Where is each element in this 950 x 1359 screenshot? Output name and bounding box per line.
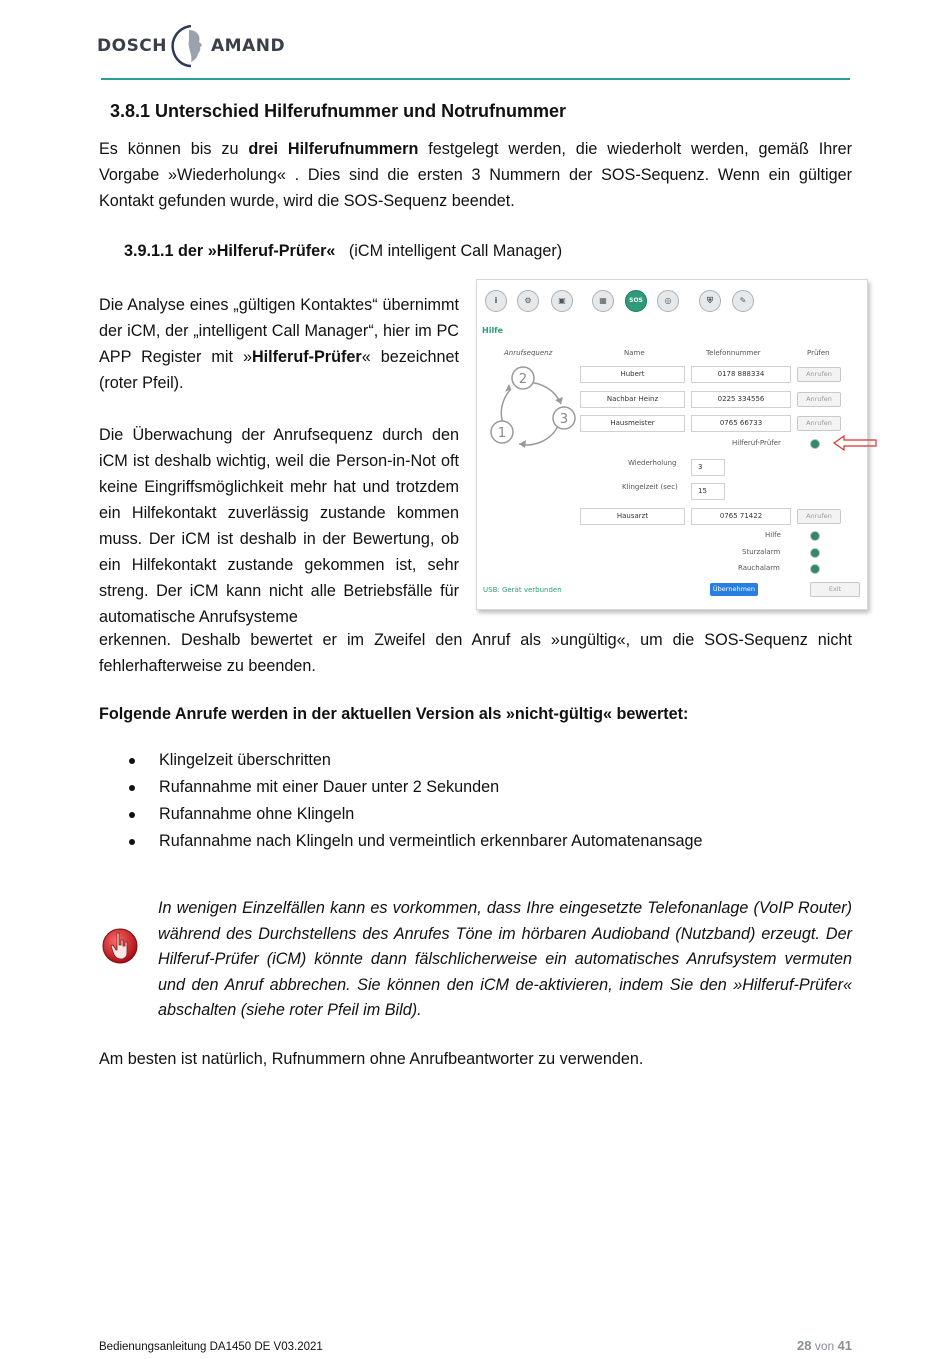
hint-note: In wenigen Einzelfällen kann es vorkommen, dass Ihre eingesetzte Telefonanlage (VoIP Router) während des Durchstellens des Anrufes Töne im hörbaren Audioband (Nutzband) erzeugt. Der Hilferuf-Prüfer (iCM) könnte dann fälschlicherweise ein automatisches Anrufsystem vermuten und den Anruf abbrechen. Sie können den iCM de-aktivieren, indem Sie den »Hilferuf-Prüfer« abschalten (siehe roter Pfeil im Bild).: [158, 899, 852, 1019]
tab-device-icon: ▣: [551, 290, 573, 312]
repeat-value: 3: [691, 459, 725, 476]
list-item: Rufannahme ohne Klingeln: [99, 801, 703, 828]
closing-sentence: Am besten ist natürlich, Rufnummern ohne Anrufbeantworter zu verwenden.: [99, 1050, 644, 1068]
tab-edit-icon: ✎: [732, 290, 754, 312]
subsection-heading: [124, 242, 562, 261]
usb-status: USB: Gerät verbunden: [483, 586, 562, 594]
exit-button: Exit: [810, 582, 860, 597]
page-number: [797, 1338, 852, 1353]
header-rule: [101, 78, 850, 80]
tab-settings-icon: ⚙: [517, 290, 539, 312]
step-1-label: 1: [497, 426, 507, 441]
analysis-text-post: « bezeichnet (roter Pfeil).: [99, 348, 459, 392]
contact-3-name: Hausmeister: [580, 415, 685, 432]
warning-hand-icon: [100, 925, 140, 965]
analysis-text-bold: Hilferuf-Prüfer: [251, 348, 362, 366]
contact-2-phone: 0225 334556: [691, 391, 791, 408]
step-2-label: 2: [518, 372, 528, 387]
sequence-cycle-diagram: [489, 364, 579, 454]
invalid-call-list: [99, 747, 703, 855]
contact-1-phone: 0178 888334: [691, 366, 791, 383]
doctor-call-button: Anrufen: [797, 509, 841, 524]
checker-label: Hilferuf-Prüfer: [732, 439, 781, 447]
contact-2-name: Nachbar Heinz: [580, 391, 685, 408]
page-total: 41: [837, 1338, 852, 1353]
logo-text-right: AMAND: [211, 36, 286, 56]
tab-shield-icon: ⛨: [699, 290, 721, 312]
logo-text-left: DOSCH: [97, 36, 168, 56]
contact-1-call-button: Anrufen: [797, 367, 841, 382]
tab-sos-icon: SOS: [625, 290, 647, 312]
list-heading: Folgende Anrufe werden in der aktuellen Version als »nicht-gültig« bewertet:: [99, 705, 689, 723]
page-current: 28: [797, 1338, 812, 1353]
analysis-text-pre: Die Analyse eines „gültigen Kontaktes“ übernimmt der iCM, der „intelligent Call Manager“, hier im PC APP Register mit »: [99, 296, 459, 366]
contact-1-name: Hubert: [580, 366, 685, 383]
ring-value: 15: [691, 483, 725, 500]
alarm-smoke-label: Rauchalarm: [738, 564, 780, 572]
company-logo: [97, 24, 285, 68]
panel-title: Hilfe: [482, 326, 504, 335]
continuation-paragraph: erkennen. Deshalb bewertet er im Zweifel den Anruf als »ungültig«, um die SOS-Sequenz nicht fehlerhafterweise zu beenden.: [99, 631, 852, 675]
footer-doc-title: Bedienungsanleitung DA1450 DE V03.2021: [99, 1341, 323, 1353]
list-item: Klingelzeit überschritten: [99, 747, 703, 774]
alarm-help-label: Hilfe: [765, 531, 781, 539]
app-screenshot: [476, 279, 868, 610]
tab-info-icon: i: [485, 290, 507, 312]
intro-paragraph: [99, 136, 852, 214]
col-phone: Telefonnummer: [706, 349, 761, 357]
step-3-label: 3: [559, 412, 569, 427]
bullet-icon: [129, 812, 135, 818]
intro-text-pre: Es können bis zu: [99, 140, 249, 158]
contact-3-call-button: Anrufen: [797, 416, 841, 431]
monitoring-paragraph: Die Überwachung der Anrufsequenz durch den iCM ist deshalb wichtig, weil die Person-in-Not oft keine Eingriffsmöglichkeit mehr hat und trotzdem ein Hilfekontakt zuverlässig zustande kommen muss. Der iCM ist deshalb in der Bewertung, ob ein Hilfekontakt zustande gekommen ist, sehr streng. Der iCM kann nicht alle Betriebsfälle für automatische Anrufsysteme: [99, 426, 459, 626]
tab-calendar-icon: ▦: [592, 290, 614, 312]
bullet-icon: [129, 785, 135, 791]
alarm-smoke-toggle: [810, 564, 820, 574]
list-item: Rufannahme nach Klingeln und vermeintlich erkennbarer Automatenansage: [99, 828, 703, 855]
section-heading: 3.8.1 Unterschied Hilferufnummer und Notrufnummer: [110, 101, 567, 121]
page-separator: von: [811, 1339, 838, 1353]
list-item: Rufannahme mit einer Dauer unter 2 Sekunden: [99, 774, 703, 801]
apply-button: Übernehmen: [710, 583, 758, 596]
intro-text-post: festgelegt werden, die wiederholt werden, gemäß Ihrer Vorgabe »Wiederholung« . Dies sind die ersten 3 Nummern der SOS-Sequenz. Wenn ein gültiger Kontakt gefunden wurde, wird die SOS-Sequenz beendet.: [99, 140, 853, 210]
col-check: Prüfen: [807, 349, 830, 357]
red-arrow-icon: [833, 435, 877, 451]
repeat-label: Wiederholung: [628, 459, 677, 467]
bullet-icon: [129, 839, 135, 845]
ring-label: Klingelzeit (sec): [622, 483, 678, 491]
subsection-number: 3.9.1.1 der »Hilferuf-Prüfer«: [124, 242, 336, 260]
col-sequence: Anrufsequenz: [504, 349, 553, 357]
doctor-name: Hausarzt: [580, 508, 685, 525]
intro-text-bold: drei Hilferufnummern: [248, 140, 419, 158]
bullet-icon: [129, 758, 135, 764]
col-name: Name: [624, 349, 645, 357]
alarm-fall-label: Sturzalarm: [742, 548, 781, 556]
alarm-help-toggle: [810, 531, 820, 541]
checker-toggle: [810, 439, 820, 449]
alarm-fall-toggle: [810, 548, 820, 558]
analysis-paragraph: [99, 292, 459, 396]
contact-2-call-button: Anrufen: [797, 392, 841, 407]
logo-profile-icon: [169, 24, 209, 68]
contact-3-phone: 0765 66733: [691, 415, 791, 432]
subsection-rest: (iCM intelligent Call Manager): [335, 242, 563, 260]
tab-target-icon: ◎: [657, 290, 679, 312]
doctor-phone: 0765 71422: [691, 508, 791, 525]
